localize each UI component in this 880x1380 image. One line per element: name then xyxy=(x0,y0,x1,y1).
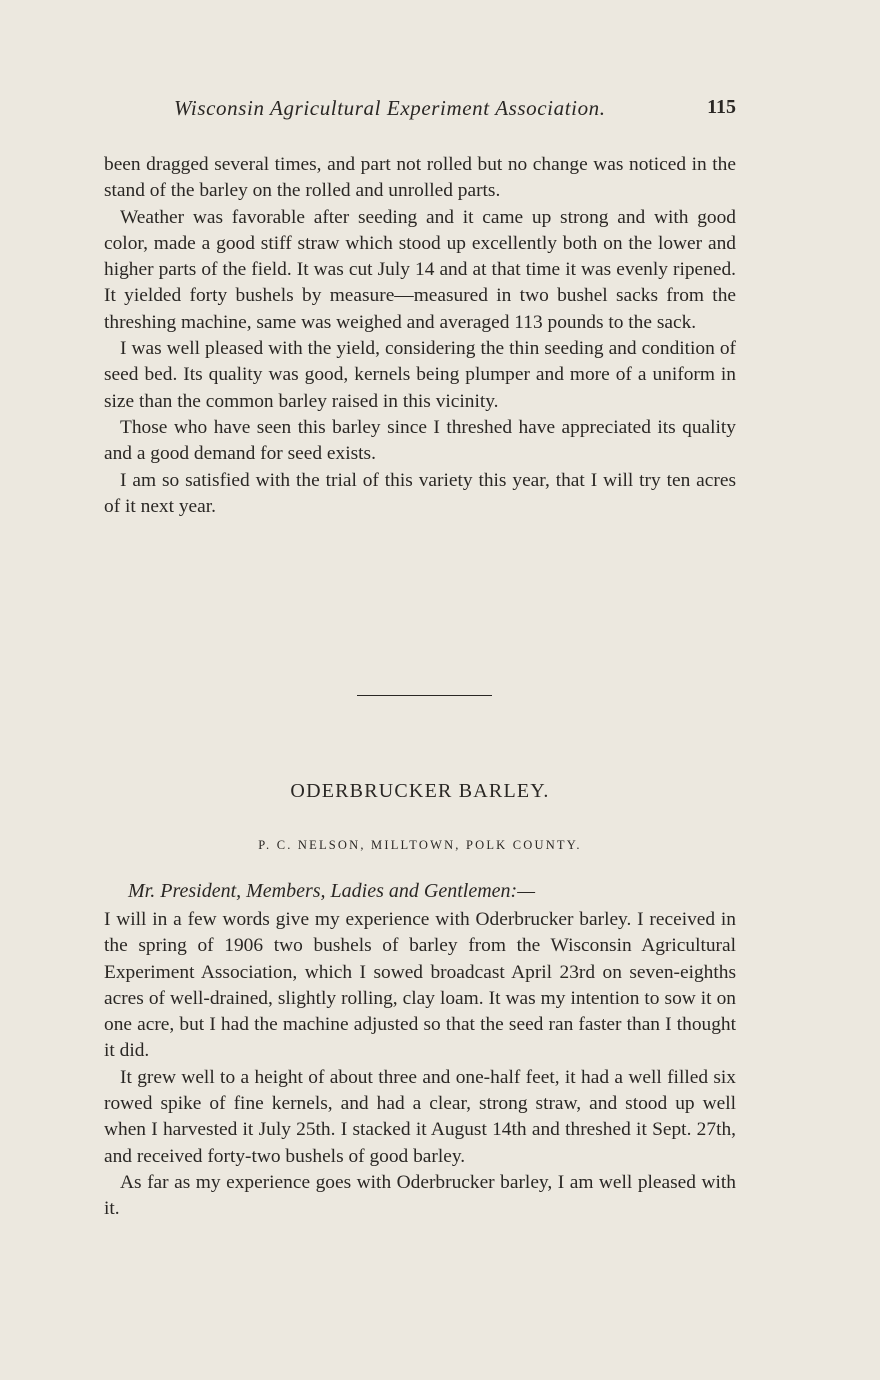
section-divider xyxy=(357,695,492,696)
continuation-text xyxy=(104,152,736,520)
paragraph: I was well pleased with the yield, considering the thin seeding and condition of seed bed. Its quality was good, kernels being plumper and more of a uniform in size than the common barley raised in this vicinity. xyxy=(104,338,736,412)
article-byline: P. C. NELSON, MILLTOWN, POLK COUNTY. xyxy=(258,838,582,852)
page-number: 115 xyxy=(707,96,736,118)
paragraph: As far as my experience goes with Oderbrucker barley, I am well pleased with it. xyxy=(104,1171,736,1220)
paragraph: I am so satisfied with the trial of this variety this year, that I will try ten acres of it next year. xyxy=(104,469,736,517)
running-head xyxy=(104,96,736,126)
paragraph: Weather was favorable after seeding and it came up strong and with good color, made a good stiff straw which stood up excellently both on the lower and higher parts of the field. It was cut July 14 and at that time it was evenly ripened. It yielded forty bushels by measure—measured in two bushel sacks from the threshing machine, same was weighed and averaged 113 pounds to the sack. xyxy=(104,206,736,333)
running-title: Wisconsin Agricultural Experiment Association. xyxy=(174,96,606,120)
salutation: Mr. President, Members, Ladies and Gentlemen:— xyxy=(128,880,535,902)
article-body xyxy=(104,907,736,1223)
article-title: ODERBRUCKER BARLEY. xyxy=(290,780,550,802)
paragraph: Those who have seen this barley since I threshed have appreciated its quality and a good demand for seed exists. xyxy=(104,416,736,465)
paragraph: been dragged several times, and part not rolled but no change was noticed in the stand of the barley on the rolled and unrolled parts. xyxy=(104,154,736,202)
paragraph: I will in a few words give my experience with Oderbrucker barley. I received in the spring of 1906 two bushels of barley from the Wisconsin Agricultural Experiment Association, which I sowed broadcast April 23rd on seven-eighths acres of well-drained, slightly rolling, clay loam. It was my intention to sow it on one acre, but I had the machine adjusted so that the seed ran faster than I thought it did. xyxy=(104,909,736,1062)
paragraph: It grew well to a height of about three and one-half feet, it had a well filled six rowed spike of fine kernels, and had a clear, strong straw, and stood up well when I harvested it July 25th. I stacked it August 14th and threshed it Sept. 27th, and received forty-two bushels of good barley. xyxy=(104,1066,736,1167)
